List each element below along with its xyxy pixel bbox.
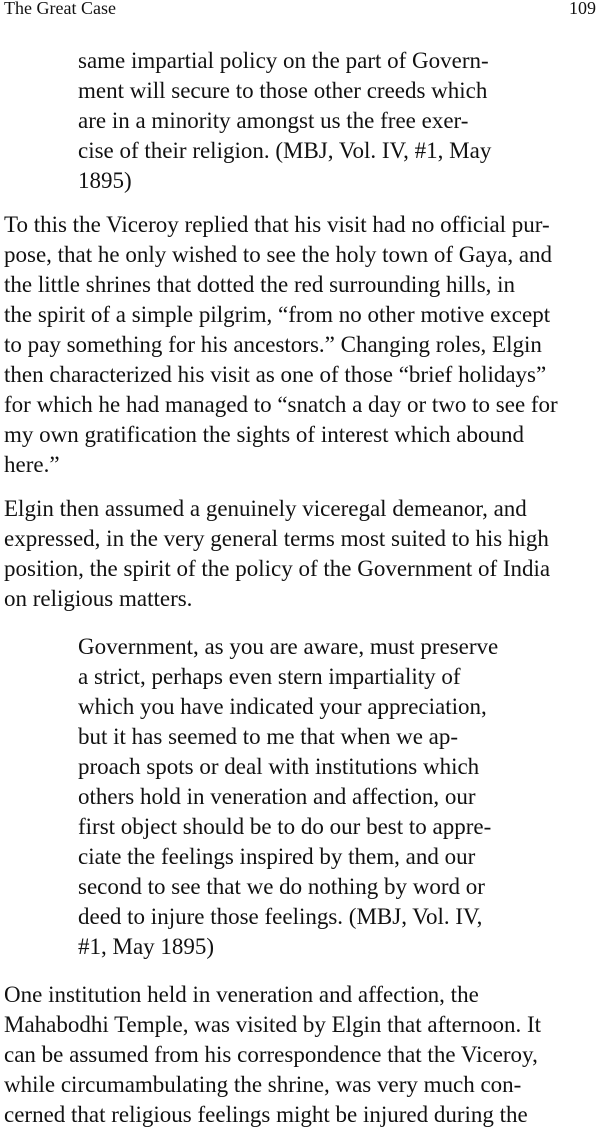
body-text (0, 46, 600, 1130)
running-title: The Great Case (4, 0, 116, 18)
block-quote: Government, as you are aware, must preserve a strict, perhaps even stern impartiality of which you have indicated your appreciation, but it has seemed to me that when we ap- proach spots or deal with institutions which others hold in veneration and affection, our first object should be to do our best to appre- ciate the feelings inspired by them, and our second to see that we do nothing by word or deed to injure those feelings. (MBJ, Vol. IV, #1, May 1895) (78, 634, 499, 959)
paragraph: To this the Viceroy replied that his visit had no official pur- pose, that he only wished to see the holy town of Gaya, and the little shrines that dotted the red surrounding hills, in the spirit of a simple pilgrim, “from no other motive except to pay something for his ancestors.” Changing roles, Elgin then characterized his visit as one of those “brief holidays” for which he had managed to “snatch a day or two to see for my own gratification the sights of interest which abound here.” (4, 212, 558, 477)
paragraph: One institution held in veneration and affection, the Mahabodhi Temple, was visited by Elgin that afternoon. It can be assumed from his correspondence that the Viceroy, while circumambulating the shrine, was very much con- cerned that religious feelings might be injured during the (4, 982, 542, 1127)
paragraph: Elgin then assumed a genuinely viceregal demeanor, and expressed, in the very general terms most suited to his high position, the spirit of the policy of the Government of India on religious matters. (4, 496, 551, 611)
page-number: 109 (569, 0, 596, 18)
running-header (0, 0, 600, 22)
block-quote: same impartial policy on the part of Govern- ment will secure to those other creeds which are in a minority amongst us the free exer- cise of their religion. (MBJ, Vol. IV, #1, May 1895) (78, 48, 492, 193)
